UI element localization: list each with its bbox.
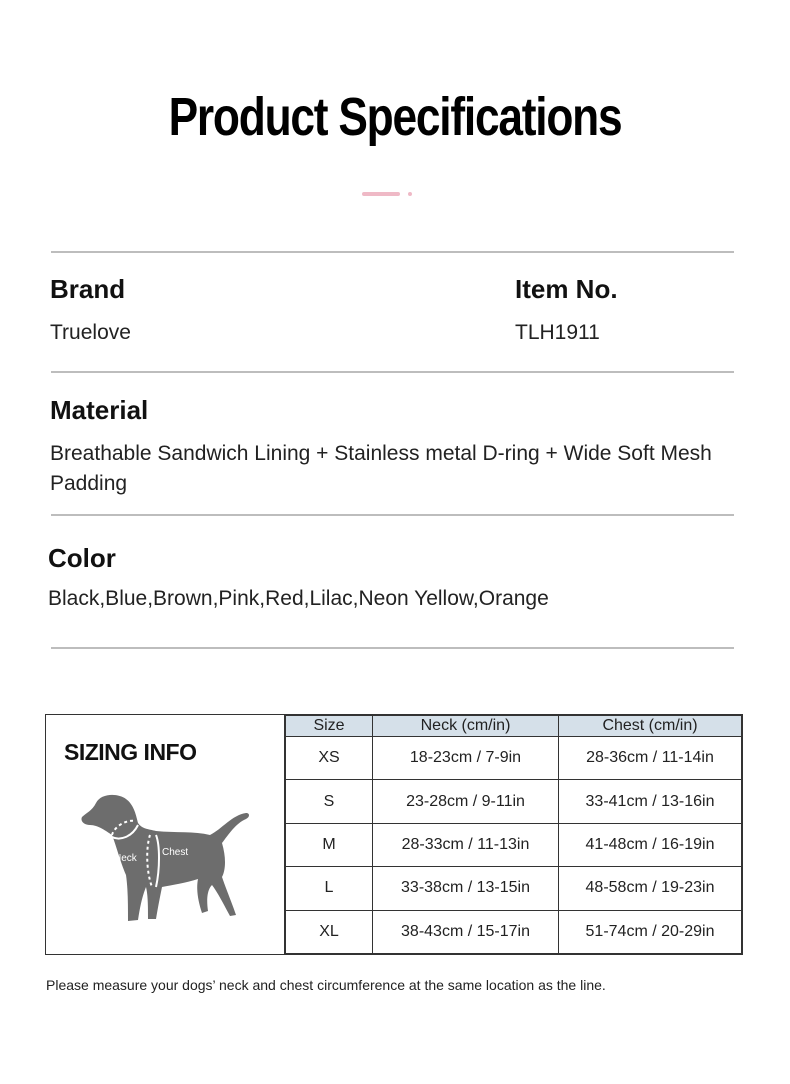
chest-label: Chest: [162, 847, 189, 858]
size-cell: XL: [286, 910, 373, 953]
title-accent-bar: [362, 192, 400, 196]
sizing-info-panel: [46, 715, 285, 954]
dog-measurement-diagram: [76, 785, 256, 930]
chest-cell: 28-36cm / 11-14in: [559, 737, 742, 780]
item-no-label: Item No.: [515, 274, 618, 304]
neck-label: Neck: [114, 853, 137, 864]
table-row: [286, 823, 742, 866]
brand-value: Truelove: [50, 321, 131, 344]
title-accent-dot: [408, 192, 412, 196]
table-row: [286, 867, 742, 910]
size-table: [285, 715, 742, 954]
neck-header: Neck (cm/in): [373, 716, 559, 737]
size-cell: L: [286, 867, 373, 910]
chest-header: Chest (cm/in): [559, 716, 742, 737]
size-cell: XS: [286, 737, 373, 780]
divider: [51, 371, 734, 373]
material-value: Breathable Sandwich Lining + Stainless metal D-ring + Wide Soft Mesh Padding: [50, 442, 712, 495]
neck-cell: 23-28cm / 9-11in: [373, 780, 559, 823]
brand-label: Brand: [50, 274, 126, 304]
neck-cell: 28-33cm / 11-13in: [373, 823, 559, 866]
chest-cell: 41-48cm / 16-19in: [559, 823, 742, 866]
color-label: Color: [48, 543, 116, 573]
size-cell: M: [286, 823, 373, 866]
chest-cell: 33-41cm / 13-16in: [559, 780, 742, 823]
neck-cell: 33-38cm / 13-15in: [373, 867, 559, 910]
neck-cell: 38-43cm / 15-17in: [373, 910, 559, 953]
color-value: Black,Blue,Brown,Pink,Red,Lilac,Neon Yellow,Orange: [48, 587, 549, 610]
measurement-note: Please measure your dogs’ neck and chest circumference at the same location as the line.: [46, 977, 606, 993]
divider: [51, 647, 734, 649]
table-row: [286, 780, 742, 823]
chest-cell: 48-58cm / 19-23in: [559, 867, 742, 910]
sizing-title: SIZING INFO: [64, 739, 197, 765]
page-title: Product Specifications: [168, 87, 622, 147]
table-row: [286, 737, 742, 780]
sizing-chart: [45, 714, 743, 955]
divider: [51, 251, 734, 253]
chest-cell: 51-74cm / 20-29in: [559, 910, 742, 953]
size-header: Size: [286, 716, 373, 737]
divider: [51, 514, 734, 516]
table-row: [286, 910, 742, 953]
item-no-value: TLH1911: [515, 321, 600, 344]
table-header-row: [286, 716, 742, 737]
size-cell: S: [286, 780, 373, 823]
material-label: Material: [50, 395, 149, 425]
neck-cell: 18-23cm / 7-9in: [373, 737, 559, 780]
